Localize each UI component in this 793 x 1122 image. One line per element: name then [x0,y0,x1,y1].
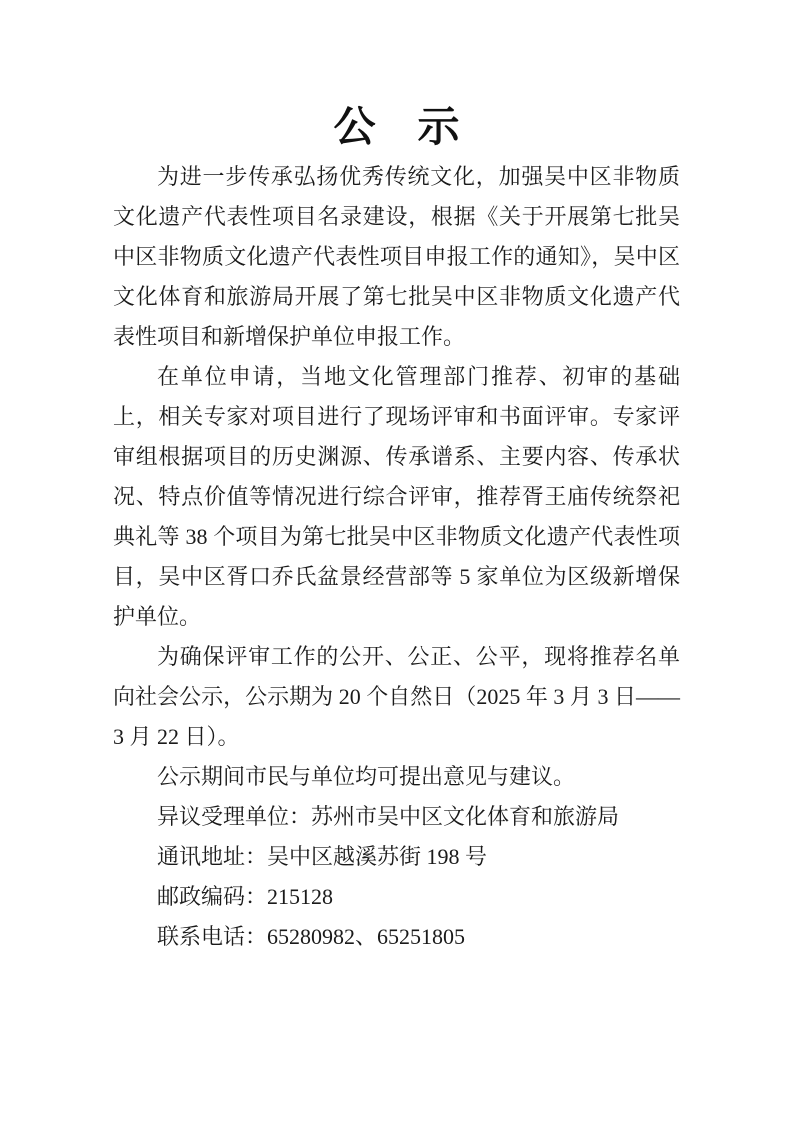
paragraph-intro: 为进一步传承弘扬优秀传统文化，加强吴中区非物质文化遗产代表性项目名录建设，根据《关于开展第七批吴中区非物质文化遗产代表性项目申报工作的通知》，吴中区文化体育和旅游局开展了第七批吴中区非物质文化遗产代表性项目和新增保护单位申报工作。 [113,164,680,349]
contact-address: 通讯地址：吴中区越溪苏街 198 号 [157,844,488,869]
paragraph-publicity-period: 为确保评审工作的公开、公正、公平，现将推荐名单向社会公示，公示期为 20 个自然日（2025 年 3 月 3 日——3 月 22 日）。 [113,644,680,749]
notice-body [113,157,680,957]
paragraph-review-process: 在单位申请，当地文化管理部门推荐、初审的基础上，相关专家对项目进行了现场评审和书面评审。专家评审组根据项目的历史渊源、传承谱系、主要内容、传承状况、特点价值等情况进行综合评审，推荐胥王庙传统祭祀典礼等 38 个项目为第七批吴中区非物质文化遗产代表性项目，吴中区胥口乔氏盆景经营部等 5 家单位为区级新增保护单位。 [113,364,680,629]
contact-postal-code: 邮政编码：215128 [157,884,334,909]
contact-phone: 联系电话：65280982、65251805 [157,924,466,949]
contact-objection-unit: 异议受理单位：苏州市吴中区文化体育和旅游局 [157,804,620,829]
paragraph-feedback-invitation: 公示期间市民与单位均可提出意见与建议。 [157,764,576,789]
page-title: 公 示 [333,105,460,151]
